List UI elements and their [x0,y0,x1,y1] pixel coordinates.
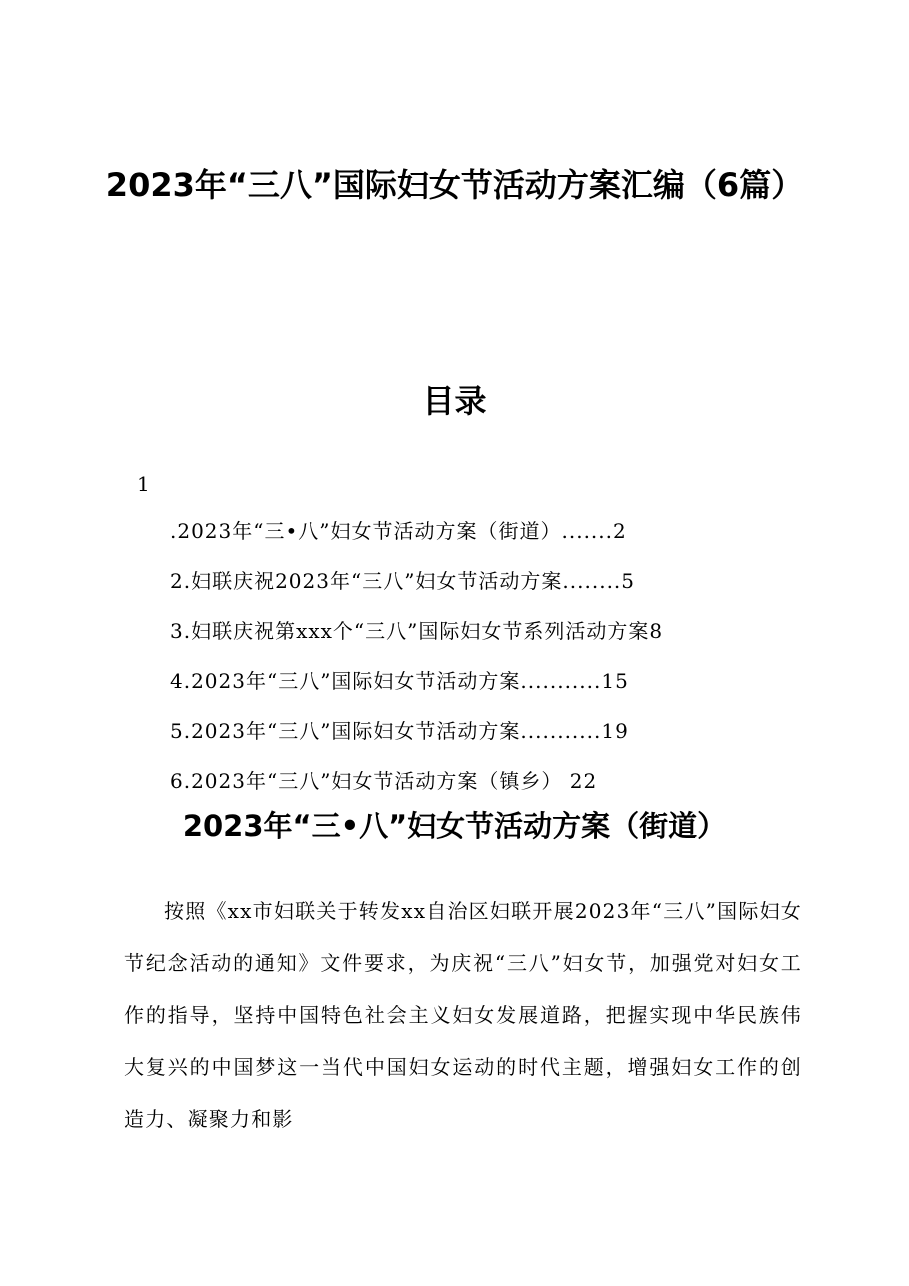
document-title: 2023年“三八”国际妇女节活动方案汇编（6篇） [105,166,804,204]
section-title: 2023年“三•八”妇女节活动方案（街道） [182,809,727,843]
toc-entry-5[interactable]: 5.2023年“三八”国际妇女节活动方案...........19 [170,719,629,743]
toc-entry-1[interactable]: .2023年“三•八”妇女节活动方案（街道）.......2 [170,519,627,543]
toc-entry-3[interactable]: 3.妇联庆祝第xxx个“三八”国际妇女节系列活动方案8 [170,619,664,643]
toc-entry-4[interactable]: 4.2023年“三八”国际妇女节活动方案...........15 [170,669,629,693]
table-of-contents [170,516,790,816]
toc-heading: 目录 [422,382,487,420]
toc-entry-6[interactable]: 6.2023年“三八”妇女节活动方案（镇乡） 22 [170,769,598,793]
toc-leading-number: 1 [137,472,150,496]
body-paragraph: 按照《xx市妇联关于转发xx自治区妇联开展2023年“三八”国际妇女节纪念活动的通知》文件要求，为庆祝“三八”妇女节，加强党对妇女工作的指导，坚持中国特色社会主义妇女发展道路，把握实现中华民族伟大复兴的中国梦这一当代中国妇女运动的时代主题，增强妇女工作的创造力、凝聚力和影 [124,899,802,1131]
toc-entry-2[interactable]: 2.妇联庆祝2023年“三八”妇女节活动方案........5 [170,569,636,593]
